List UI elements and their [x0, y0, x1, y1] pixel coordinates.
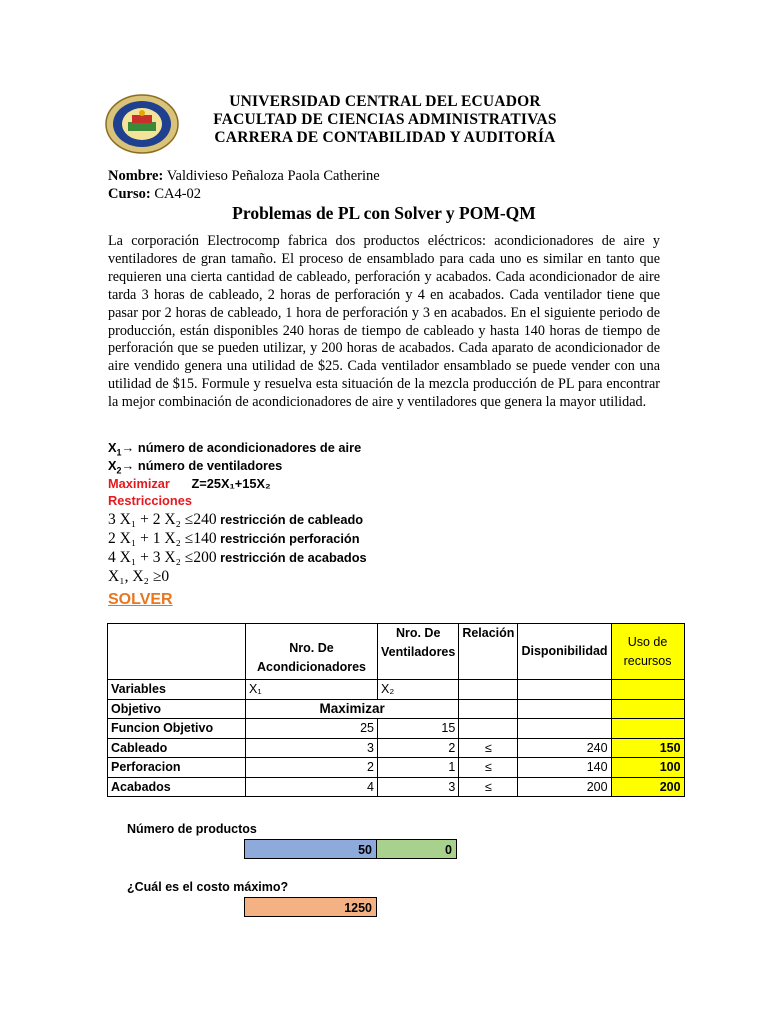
table-row: [108, 777, 685, 797]
empty-cell: [611, 680, 684, 700]
name-value: Valdivieso Peñaloza Paola Catherine: [166, 168, 380, 184]
row-label: Cableado: [108, 738, 246, 758]
availability: 140: [518, 758, 611, 778]
header-disponibilidad: Disponibilidad: [518, 624, 611, 680]
row-label: Funcion Objetivo: [108, 719, 246, 739]
empty-cell: [459, 680, 518, 700]
max-cost-cell: 1250: [244, 897, 377, 917]
objective-function: Z=25X₁+15X₂: [191, 476, 271, 491]
x1-definition: $X_1\to$ número de acondicionadores de aire: [108, 440, 362, 458]
resource-usage: 150: [611, 738, 684, 758]
row-label: Variables: [108, 680, 246, 700]
header-uso-recursos: Uso de recursos: [611, 624, 684, 680]
faculty-name: FACULTAD DE CIENCIAS ADMINISTRATIVAS: [213, 111, 557, 128]
coef-x2: 2: [378, 738, 459, 758]
x1-def-text: número de acondicionadores de aire: [137, 440, 362, 455]
empty-cell: [518, 719, 611, 739]
table-row: [108, 699, 685, 719]
empty-cell: [459, 719, 518, 739]
coef-x2: 3: [378, 777, 459, 797]
relation: ≤: [459, 758, 518, 778]
empty-cell: [518, 699, 611, 719]
empty-cell: [611, 699, 684, 719]
restrictions-label: Restricciones: [108, 493, 192, 508]
career-name: CARRERA DE CONTABILIDAD Y AUDITORÍA: [214, 129, 556, 146]
row-label: Acabados: [108, 777, 246, 797]
row-label: Perforacion: [108, 758, 246, 778]
constraint-expr: 2 X₁ + 1 X₂ ≤140: [108, 530, 217, 547]
constraint-cableado: [108, 511, 363, 529]
university-name: UNIVERSIDAD CENTRAL DEL ECUADOR: [229, 93, 541, 110]
coef-x1: 2: [246, 758, 378, 778]
empty-cell: [518, 680, 611, 700]
constraint-label: restricción perforación: [220, 531, 360, 546]
nonnegativity: [108, 568, 169, 586]
x2-result-cell: 0: [376, 839, 457, 859]
header-ventiladores: Nro. De Ventiladores: [378, 624, 459, 680]
maximize-label: Maximizar: [108, 476, 170, 491]
constraint-perforacion: [108, 530, 360, 548]
page-title: Problemas de PL con Solver y POM-QM: [232, 203, 536, 223]
var-x2: X₂: [378, 680, 459, 700]
table-row: [108, 680, 685, 700]
availability: 240: [518, 738, 611, 758]
constraint-acabados: [108, 549, 367, 567]
header-blank: [108, 624, 246, 680]
constraint-expr: 3 X₁ + 2 X₂ ≤240: [108, 511, 217, 528]
resource-usage: 200: [611, 777, 684, 797]
header-acondicionadores: Nro. De Acondicionadores: [246, 624, 378, 680]
availability: 200: [518, 777, 611, 797]
row-label: Objetivo: [108, 699, 246, 719]
coef-x2: 15: [378, 719, 459, 739]
var-x1: X₁: [246, 680, 378, 700]
max-cost-label: ¿Cuál es el costo máximo?: [127, 880, 289, 894]
coef-x1: 3: [246, 738, 378, 758]
table-header-row: [108, 624, 685, 680]
relation: ≤: [459, 777, 518, 797]
constraint-expr: 4 X₁ + 3 X₂ ≤200: [108, 549, 217, 566]
x1-result-cell: 50: [244, 839, 377, 859]
table-row: [108, 758, 685, 778]
empty-cell: [611, 719, 684, 739]
coef-x1: 4: [246, 777, 378, 797]
coef-x2: 1: [378, 758, 459, 778]
problem-statement: La corporación Electrocomp fabrica dos productos eléctricos: acondicionadores de aire y ventiladores de gran tamaño. El proceso de ensamblado para cada uno es similar en tanto que requieren una cierta cantidad de cableado, perforación y acabados. Cada acondicionador de aire tarda 3 horas de cableado, 2 horas de perforación y 4 en acabados. Cada ventilador tiene que pasar por 2 horas de cableado, 1 hora de perforación y 3 en acabados. En el siguiente periodo de producción, están disponibles 240 horas de tiempo de cableado y hasta 140 horas de tiempo de perforación que se pueden utilizar, y 200 horas de acabados. Cada aparato de acondicionador de aire vendido genera una utilidad de $25. Cada ventilador ensamblado se puede vender con una utilidad de $15. Formule y resuelva esta situación de la mezcla producción de PL para encontrar la mejor combinación de acondicionadores de aire y ventiladores que genera la mayor utilidad.: [108, 233, 660, 411]
course-line: [108, 186, 201, 203]
constraint-label: restricción de cableado: [220, 512, 364, 527]
student-name-line: [108, 168, 380, 185]
table-row: [108, 738, 685, 758]
course-value: CA4-02: [154, 186, 202, 202]
relation: ≤: [459, 738, 518, 758]
solver-heading: SOLVER: [108, 591, 173, 608]
objective-type: Maximizar: [246, 699, 459, 719]
course-label: Curso:: [108, 186, 151, 202]
resource-usage: 100: [611, 758, 684, 778]
empty-cell: [459, 699, 518, 719]
nonneg-expr: X₁, X₂ ≥0: [108, 568, 170, 585]
solver-table: [107, 623, 685, 797]
products-label: Número de productos: [127, 822, 257, 836]
name-label: Nombre:: [108, 168, 164, 184]
table-row: [108, 719, 685, 739]
constraint-label: restricción de acabados: [220, 550, 367, 565]
header-relacion: Relación: [459, 624, 518, 680]
objective-line: [108, 476, 271, 491]
x2-def-text: número de ventiladores: [137, 458, 283, 473]
coef-x1: 25: [246, 719, 378, 739]
x2-definition: $X_2\to$ número de ventiladores: [108, 458, 283, 476]
